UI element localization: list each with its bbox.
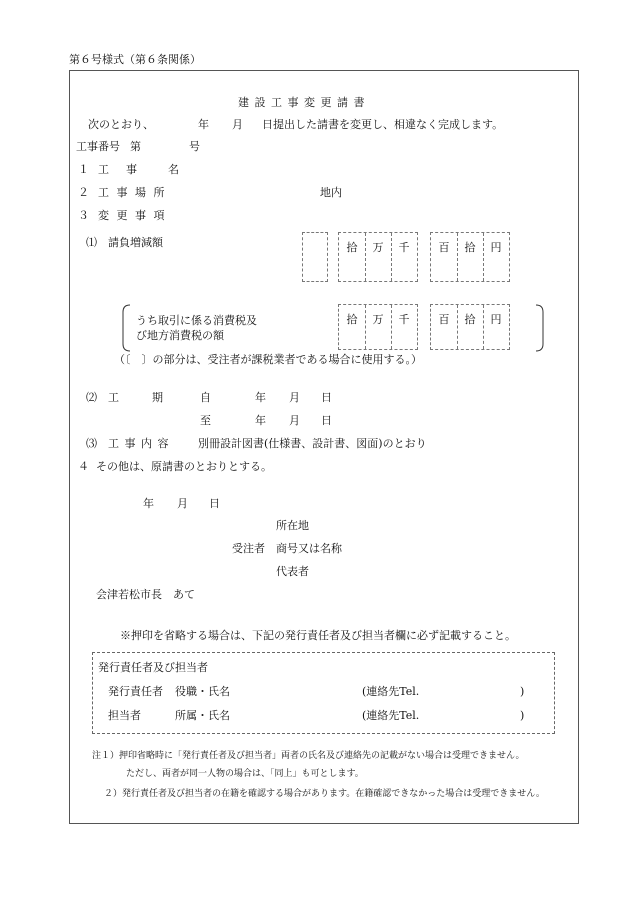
note-1b: ただし、両者が同一人物の場合は、「同上」も可とします。 [126,769,364,779]
content-value: 別冊設計図書(仕様書、設計書、図面)のとおり [198,437,427,450]
form-title: 建 設 工 事 変 更 請 書 [238,96,366,109]
content-num: ⑶ [86,437,97,450]
unit-cell: 百 [438,241,450,254]
tax-label-line2: び地方消費税の額 [136,329,224,342]
unit-cell: 拾 [346,241,358,254]
tax-box-thousands[interactable] [338,304,418,350]
form-number: 第６号様式（第６条関係） [69,53,201,66]
staff-contact-open[interactable]: (連絡先Tel. [362,709,420,722]
contract-amount-num: ⑴ [86,236,97,249]
contractor-role: 受注者 [232,542,265,555]
date-month: 月 [177,497,188,510]
unit-cell: 拾 [464,241,476,254]
unit-cell: 百 [438,313,450,326]
intro-prefix: 次のとおり、 [88,118,154,131]
amount-box-thousands[interactable] [338,232,418,282]
item3-num: ３ [78,209,89,222]
item4-num: ４ [78,460,89,473]
unit-cell: 千 [398,313,410,326]
seal-note: ※押印を省略する場合は、下記の発行責任者及び担当者欄に必ず記載すること。 [120,629,516,642]
note-2: ２）発行責任者及び担当者の在籍を確認する場合があります。在籍確認できなかった場合は受理できません。 [104,789,545,799]
period-from-month: 月 [289,391,300,404]
tax-note: （〔 〕の部分は、受注者が課税業者である場合に使用する。） [114,353,422,366]
note-1: 注１）押印省略時に「発行責任者及び担当者」両者の氏名及び連絡先の記載がない場合は受理できません。 [92,751,525,761]
date-day: 日 [209,497,220,510]
item1-num: １ [78,163,89,176]
intro-month: 月 [232,118,243,131]
unit-cell: 円 [490,313,502,326]
issuer-field[interactable]: 役職・氏名 [175,685,230,698]
unit-cell: 万 [372,241,384,254]
contractor-address: 所在地 [276,519,309,532]
unit-cell: 拾 [346,313,358,326]
contractor-representative: 代表者 [276,565,309,578]
unit-cell: 万 [372,313,384,326]
unit-cell: 円 [490,241,502,254]
period-num: ⑵ [86,391,97,404]
period-from-year: 年 [255,391,266,404]
tax-box-yen[interactable] [430,304,510,350]
left-bracket-icon [120,304,132,352]
amount-box-yen[interactable] [430,232,510,282]
item1-label: 工 事 名 [98,163,182,176]
project-number-label: 工事番号 [76,140,120,153]
intro-suffix: 日提出した請書を変更し、相違なく完成します。 [262,118,504,131]
unit-cell: 千 [398,241,410,254]
project-number-dai: 第 [130,140,141,153]
staff-contact-close: ) [520,709,525,722]
content-label: 工 事 内 容 [108,437,170,450]
intro-year: 年 [198,118,209,131]
item2-label: 工 事 場 所 [98,186,167,199]
period-to-year: 年 [255,414,266,427]
issuer-contact-close: ) [520,685,525,698]
period-to-month: 月 [289,414,300,427]
period-to: 至 [200,414,211,427]
addressee: 会津若松市長 あて [96,588,195,601]
date-year: 年 [143,497,154,510]
project-number-go: 号 [189,140,200,153]
staff-label: 担当者 [108,709,141,722]
item4-text: その他は、原請書のとおりとする。 [96,460,272,473]
period-from: 自 [200,391,211,404]
sign-box[interactable] [302,232,328,282]
right-bracket-icon [534,304,546,352]
period-from-day: 日 [321,391,332,404]
item3-label: 変 更 事 項 [98,209,167,222]
tax-label-line1: うち取引に係る消費税及 [136,314,257,327]
item2-location-suffix: 地内 [320,186,342,199]
contractor-company: 商号又は名称 [276,542,342,555]
contract-amount-label: 請負増減額 [108,236,163,249]
period-to-day: 日 [321,414,332,427]
issuer-label: 発行責任者 [108,685,163,698]
issuer-contact-open[interactable]: (連絡先Tel. [362,685,420,698]
staff-field[interactable]: 所属・氏名 [175,709,230,722]
unit-cell: 拾 [464,313,476,326]
item2-num: ２ [78,186,89,199]
responsible-heading: 発行責任者及び担当者 [98,661,208,674]
period-label: 工 期 [108,391,163,404]
